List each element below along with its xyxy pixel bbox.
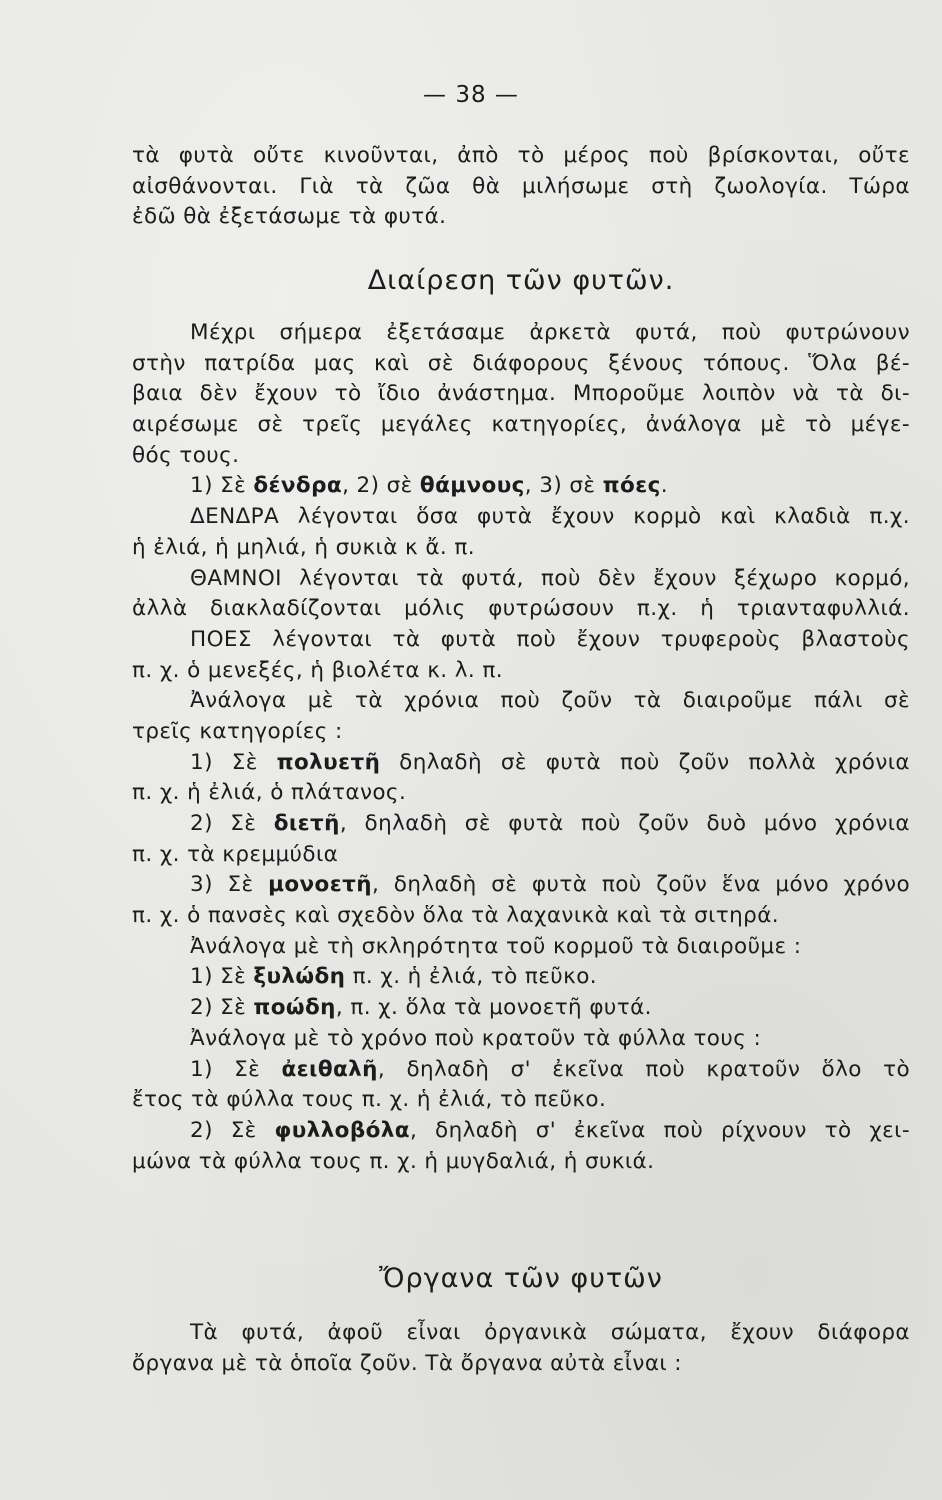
text-line: π. χ. τὰ κρεμμύδια <box>132 841 339 867</box>
item-text: δηλαδὴ σὲ φυτὰ ποὺ ζοῦν πολλὰ χρόνια <box>380 749 910 775</box>
section-heading-organs <box>132 1250 910 1308</box>
text-line: π. χ. ἡ ἐλιά, ὁ πλάτανος. <box>132 780 407 806</box>
term-dendra: δένδρα <box>253 473 343 499</box>
text-line: Ἀνάλογα μὲ τὰ χρόνια ποὺ ζοῦν τὰ διαιροῦμε πάλι σὲ <box>190 688 910 714</box>
term-poes: πόες <box>602 473 661 499</box>
text-line: ΔΕΝΔΡΑ λέγονται ὅσα φυτὰ ἔχουν κορμὸ καὶ κλαδιὰ π.χ. <box>190 504 910 530</box>
text-line: τὰ φυτὰ οὔτε κινοῦνται, ἀπὸ τὸ μέρος ποὺ βρίσκονται, οὔτε <box>132 143 910 168</box>
term-poodi: ποώδη <box>253 995 336 1021</box>
text-line: Μέχρι σήμερα ἐξετάσαμε ἀρκετὰ φυτά, ποὺ φυτρώνουν <box>190 320 910 345</box>
item-text: , δηλαδὴ σ' ἐκεῖνα ποὺ ρίχνουν τὸ χει- <box>409 1117 910 1143</box>
item-text: 3) Σὲ <box>190 872 269 898</box>
text-line: τρεῖς κατηγορίες : <box>132 718 343 744</box>
text-line: αἰσθάνονται. Γιὰ τὰ ζῶα θὰ μιλήσωμε στὴ ζωολογία. Τώρα <box>132 173 910 199</box>
item-text: 1) Σὲ <box>190 1056 282 1082</box>
text-line: π. χ. ὁ μενεξές, ἡ βιολέτα κ. λ. π. <box>132 657 503 683</box>
years-item-2 <box>132 809 910 840</box>
term-fyllovola: φυλλοβόλα <box>274 1117 410 1143</box>
item-text: 1) Σὲ <box>190 749 277 775</box>
term-xylodi: ξυλώδη <box>253 964 346 990</box>
text-line: ἐδῶ θὰ ἐξετάσωμε τὰ φυτά. <box>132 204 447 230</box>
text-line: ὄργανα μὲ τὰ ὁποῖα ζοῦν. Τὰ ὄργανα αὐτὰ εἶναι : <box>132 1350 682 1376</box>
years-item-1 <box>132 748 910 779</box>
text-line: βαια δὲν ἔχουν τὸ ἴδιο ἀνάστημα. Μποροῦμε λοιπὸν νὰ τὰ δι- <box>132 381 910 407</box>
text-line: Ἀνάλογα μὲ τὸ χρόνο ποὺ κρατοῦν τὰ φύλλα τους : <box>190 1025 762 1051</box>
text-line: Ἀνάλογα μὲ τὴ σκληρότητα τοῦ κορμοῦ τὰ διαιροῦμε : <box>190 933 802 959</box>
text-line: θός τους. <box>132 442 240 468</box>
item-text: , π. χ. ὅλα τὰ μονοετῆ φυτά. <box>335 995 652 1021</box>
hardness-item-1 <box>132 962 910 993</box>
heading-text: Διαίρεση τῶν φυτῶν. <box>367 265 675 296</box>
intro-paragraph <box>132 141 910 233</box>
item-text: π. χ. ἡ ἐλιά, τὸ πεῦκο. <box>345 964 597 990</box>
text-line: ἔτος τὰ φύλλα τους π. χ. ἡ ἐλιά, τὸ πεῦκο. <box>132 1087 607 1113</box>
text-line: ΠΟΕΣ λέγονται τὰ φυτὰ ποὺ ἔχουν τρυφεροὺς βλαστοὺς <box>190 626 910 652</box>
list-text: 1) Σὲ <box>190 473 254 499</box>
hardness-item-2 <box>132 993 910 1024</box>
term-dieti: διετῆ <box>273 811 340 836</box>
item-text: 2) Σὲ <box>190 995 254 1021</box>
list-text: . <box>660 473 668 499</box>
text-line: μώνα τὰ φύλλα τους π. χ. ἡ μυγδαλιά, ἡ συκιά. <box>132 1148 655 1174</box>
section-heading-division <box>132 252 910 310</box>
text-line: ἡ ἐλιά, ἡ μηλιά, ἡ συκιὰ κ ἄ. π. <box>132 534 475 560</box>
list-text: , 2) σὲ <box>342 473 420 499</box>
text-line: αιρέσωμε σὲ τρεῖς μεγάλες κατηγορίες, ἀνάλογα μὲ τὸ μέγε- <box>132 412 910 438</box>
item-text: 1) Σὲ <box>190 964 254 990</box>
term-monoeti: μονοετῆ <box>268 872 372 898</box>
text-line: στὴν πατρίδα μας καὶ σὲ διάφορους ξένους τόπους. Ὅλα βέ- <box>132 350 910 376</box>
term-aeithali: ἀειθαλῆ <box>281 1056 378 1082</box>
text-line: ΘΑΜΝΟΙ λέγονται τὰ φυτά, ποὺ δὲν ἔχουν ξέχωρο κορμό, <box>190 565 910 591</box>
item-text: , δηλαδὴ σὲ φυτὰ ποὺ ζοῦν ἕνα μόνο χρόνο <box>371 872 910 898</box>
item-text: 2) Σὲ <box>190 811 274 836</box>
text-line: π. χ. ὁ πανσὲς καὶ σχεδὸν ὅλα τὰ λαχανικὰ καὶ τὰ σιτηρά. <box>132 903 780 929</box>
term-polyeti: πολυετῆ <box>276 749 381 775</box>
section-division-body <box>132 318 910 1177</box>
item-text: , δηλαδὴ σὲ φυτὰ ποὺ ζοῦν δυὸ μόνο χρόνια <box>339 811 910 836</box>
heading-text: Ὄργανα τῶν φυτῶν <box>379 1263 663 1294</box>
text-line: ἀλλὰ διακλαδίζονται μόλις φυτρώσουν π.χ. ἡ τριανταφυλλιά. <box>132 596 910 622</box>
item-text: , δηλαδὴ σ' ἐκεῖνα ποὺ κρατοῦν ὅλο τὸ <box>377 1056 910 1082</box>
years-item-3 <box>132 870 910 901</box>
term-thamnoi: θάμνους <box>419 473 525 499</box>
text-line: Τὰ φυτά, ἀφοῦ εἶναι ὀργανικὰ σώματα, ἔχουν διάφορα <box>190 1320 910 1345</box>
leaves-item-1 <box>132 1055 910 1086</box>
page-number: — 38 — <box>423 82 519 108</box>
category-list-line <box>132 471 910 502</box>
leaves-item-2 <box>132 1116 910 1147</box>
section-organs-body <box>132 1318 910 1379</box>
list-text: , 3) σὲ <box>524 473 603 499</box>
item-text: 2) Σὲ <box>190 1117 275 1143</box>
